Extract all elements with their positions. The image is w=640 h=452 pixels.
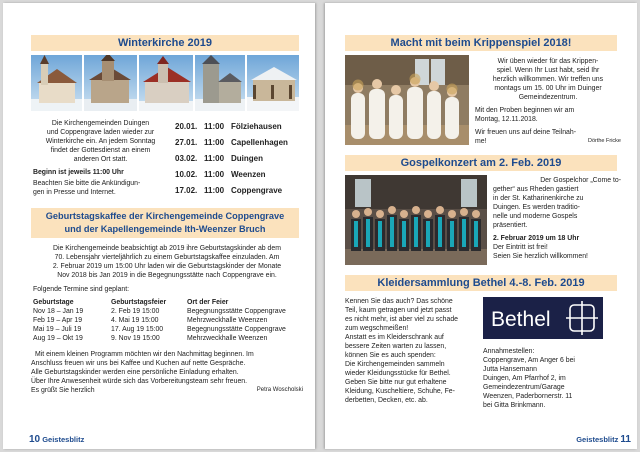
column-header: Geburtstage <box>33 299 74 306</box>
table-cell: Mai 19 – Juli 19 <box>33 326 82 333</box>
place: Weenzen <box>231 170 266 179</box>
gospel-text <box>493 176 621 261</box>
text-line: montags um 15. 00 Uhr im Duinger <box>494 85 602 92</box>
text-line: anderen Ort statt. <box>73 156 128 163</box>
table-cell: 2. Feb 19 15:00 <box>111 308 160 315</box>
winterkirche-start-time: Beginn ist jeweils 11:00 Uhr <box>33 169 124 176</box>
winterkirche-text <box>33 119 168 197</box>
text-line: Die Kirchengemeinden sammeln <box>345 361 445 368</box>
left-page <box>3 3 315 449</box>
page-footer-right <box>576 434 631 445</box>
birthday-intro <box>31 244 303 280</box>
signature: Dörthe Fricke <box>587 138 621 144</box>
page-number: 10 <box>29 434 41 445</box>
text-line: wieder Kleidungsstücke für Bethel. <box>345 370 451 377</box>
magazine-title: Geistesblitz <box>42 435 85 444</box>
page-number: 11 <box>620 434 631 445</box>
text-line: derbetten, Decken, etc. ab. <box>345 397 428 404</box>
date: 17.02. <box>175 186 198 195</box>
text-line: Annahmestellen: <box>483 348 535 355</box>
church-photo-5 <box>247 55 299 111</box>
table-cell: 9. Nov 19 15:00 <box>111 335 160 342</box>
place: Coppengrave <box>231 186 283 195</box>
table-cell: Mehrzweckhalle Weenzen <box>187 335 268 342</box>
text-line: Der Gospelchor „Come to- <box>540 177 621 184</box>
table-row <box>33 307 286 316</box>
table-row <box>33 334 286 343</box>
krippenspiel-text <box>475 57 621 146</box>
text-line: Duingen. Es werden traditio- <box>493 204 580 211</box>
birthday-schedule-table <box>33 298 286 343</box>
table-cell: 17. Aug 19 15:00 <box>111 326 164 333</box>
table-row <box>33 316 286 325</box>
place: Capellenhagen <box>231 138 288 147</box>
text-line: Über Ihre Anwesenheit würde sich das Vorbereitungsteam sehr freuen. <box>31 378 248 385</box>
text-line: Die Kirchengemeinde beabsichtigt ab 2019 ihre Geburtstagskinder ab dem <box>53 245 281 252</box>
text-line: Wir üben wieder für das Krippen- <box>497 58 599 65</box>
date: 10.02. <box>175 170 198 179</box>
gospel-heading: Gospelkonzert am 2. Feb. 2019 <box>345 155 617 171</box>
church-photo-1 <box>31 55 82 111</box>
date-row <box>175 119 305 135</box>
gospel-choir-photo <box>345 175 487 265</box>
text-line: präsentiert. <box>493 222 528 229</box>
text-line: Montag, 12.11.2018. <box>475 116 538 123</box>
text-line: Geben Sie bitte nur gut erhaltene <box>345 379 447 386</box>
bethel-logo <box>483 297 603 339</box>
text-line: Kennen Sie das auch? Das schöne <box>345 298 453 305</box>
greeting: Es grüßt Sie herzlich <box>31 387 95 394</box>
text-line: und Coppengrave laden wieder zur <box>46 129 155 136</box>
church-photos <box>31 55 299 111</box>
text-line: in der St. Katharinenkirche zu <box>493 195 584 202</box>
text-line: 70. Lebensjahr vierteljährlich zu einem Geburtstagskaffee einzuladen. Am <box>54 254 280 261</box>
text-line: nelle und moderne Gospels <box>493 213 578 220</box>
bethel-heading: Kleidersammlung Bethel 4.-8. Feb. 2019 <box>345 275 617 291</box>
text-line: spiel. Wenn Ihr Lust habt, seid Ihr <box>496 67 600 74</box>
table-cell: Begegnungsstätte Coppengrave <box>187 326 286 333</box>
time: 11:00 <box>204 154 225 163</box>
text-line: herzlich willkommen. Wir treffen uns <box>492 76 604 83</box>
heading-line: Geburtstagskaffee der Kirchengemeinde Coppengrave <box>45 211 285 221</box>
church-photo-4 <box>195 55 245 111</box>
birthday-outro <box>31 350 303 395</box>
table-header-row <box>33 298 286 307</box>
date: 27.01. <box>175 138 198 147</box>
text-line: Mit den Proben beginnen wir am <box>475 107 575 114</box>
text-line: Gemeindezentrum. <box>518 94 578 101</box>
text-line: Gemeindezentrum/Garage <box>483 384 565 391</box>
date: 03.02. <box>175 154 198 163</box>
table-cell: Aug 19 – Okt 19 <box>33 335 83 342</box>
column-header: Ort der Feier <box>187 299 229 306</box>
text-line: Wir freuen uns auf deine Teilnah- <box>475 129 576 136</box>
bethel-address <box>483 347 619 410</box>
text-line: Alle Geburtstagskinder werden eine persönliche Einladung erhalten. <box>31 369 239 376</box>
place: Duingen <box>231 154 263 163</box>
text-line: gen in Presse und Internet. <box>33 189 116 196</box>
time: 11:00 <box>204 122 225 131</box>
text-line: bessere Zeiten warten zu lassen, <box>345 343 447 350</box>
date: 20.01. <box>175 122 198 131</box>
text-line: Duingen, Am Pfarrhof 2, im <box>483 375 566 382</box>
text-line: Beachten Sie bitte die Ankündigun- <box>33 180 141 187</box>
text-line: findet der Gottesdienst an einem <box>50 147 151 154</box>
date-row <box>175 151 305 167</box>
church-photo-3 <box>139 55 193 111</box>
text-line: bei Gitta Brinkmann. <box>483 402 546 409</box>
text-line: Teil, kaum getragen und jetzt passt <box>345 307 452 314</box>
krippenspiel-photo <box>345 55 469 145</box>
bethel-cross-icon <box>566 301 598 335</box>
text-line: Anstatt es im Kleiderschrank auf <box>345 334 444 341</box>
text-line: Anschluss freuen wir uns bei Kaffee und Kuchen auf nette Gespräche. <box>31 360 246 367</box>
date-row <box>175 183 305 199</box>
text-line: können Sie es auch spenden: <box>345 352 436 359</box>
text-line: me! <box>475 138 487 145</box>
page-footer-left <box>29 434 84 445</box>
church-photo-2 <box>84 55 137 111</box>
column-header: Geburtstagsfeier <box>111 299 167 306</box>
krippenspiel-heading: Macht mit beim Krippenspiel 2018! <box>345 35 617 51</box>
winterkirche-dates <box>175 119 305 199</box>
text-line: gether“ aus Rheden gastiert <box>493 186 579 193</box>
gospel-date: 2. Februar 2019 um 18 Uhr <box>493 235 580 242</box>
text-line: 2. Februar 2019 um 15:00 Uhr laden wir die Geburtstagskinder der Monate <box>52 263 282 270</box>
text-line: Mit einem kleinen Programm möchten wir den Nachmittag beginnen. Im <box>35 351 254 358</box>
date-row <box>175 135 305 151</box>
text-line: Jutta Hansemann <box>483 366 538 373</box>
text-line: Die Kirchengemeinden Duingen <box>51 120 150 127</box>
table-cell: Begegnungsstätte Coppengrave <box>187 308 286 315</box>
right-page <box>325 3 637 449</box>
heading-line: und der Kapellengemeinde Ith-Weenzer Bruch <box>64 224 266 234</box>
text-line: es nicht mehr, ist aber viel zu schade <box>345 316 458 323</box>
birthday-heading <box>31 208 299 238</box>
winterkirche-body <box>33 119 168 164</box>
table-cell: Mehrzweckhalle Weenzen <box>187 317 268 324</box>
date-row <box>175 167 305 183</box>
time: 11:00 <box>204 170 225 179</box>
text-line: Coppengrave, Am Anger 6 bei <box>483 357 575 364</box>
text-line: Weenzen, Paderbornerstr. 11 <box>483 393 573 400</box>
table-cell: Feb 19 – Apr 19 <box>33 317 83 324</box>
text-line: Nov 2018 bis Jan 2019 in die Begegnungsstätte nach Coppengrave ein. <box>57 272 277 279</box>
bethel-text <box>345 297 477 405</box>
table-cell: 4. Mai 19 15:00 <box>111 317 159 324</box>
text-line: zum wegschmeißen! <box>345 325 409 332</box>
table-row <box>33 325 286 334</box>
time: 11:00 <box>204 138 225 147</box>
text-line: Kleidung, Kuscheltiere, Schuhe, Fe- <box>345 388 455 395</box>
text-line: Der Eintritt ist frei! <box>493 244 548 251</box>
bethel-logo-text: Bethel <box>491 308 551 331</box>
magazine-title: Geistesblitz <box>576 435 619 444</box>
time: 11:00 <box>204 186 225 195</box>
signature: Petra Woscholski <box>256 387 303 393</box>
winterkirche-heading: Winterkirche 2019 <box>31 35 299 51</box>
text-line: Winterkirche ein. An jedem Sonntag <box>45 138 156 145</box>
table-cell: Nov 18 – Jan 19 <box>33 308 84 315</box>
schedule-intro: Folgende Termine sind geplant: <box>33 286 130 293</box>
text-line: Seien Sie herzlich willkommen! <box>493 253 588 260</box>
place: Fölziehausen <box>231 122 282 131</box>
